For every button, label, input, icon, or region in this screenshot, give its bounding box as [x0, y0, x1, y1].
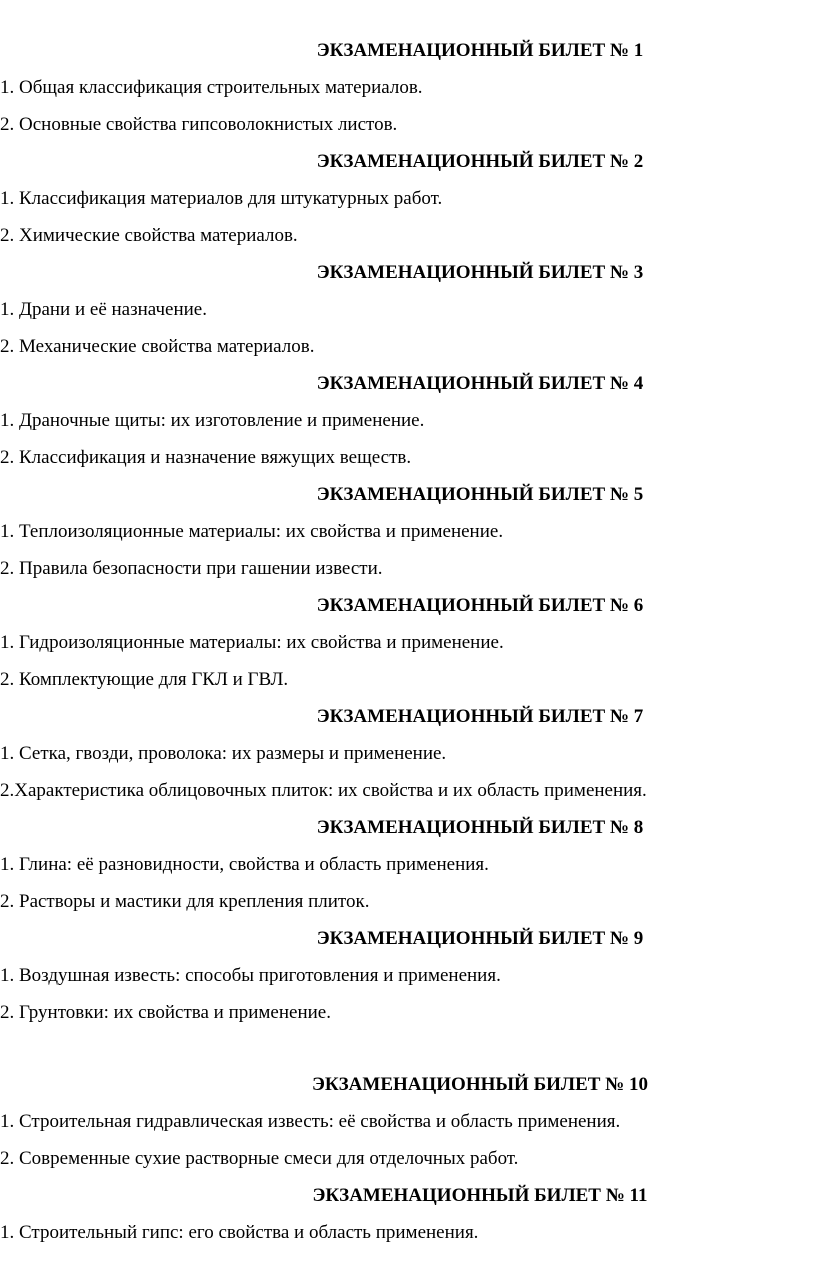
ticket-question: 2. Растворы и мастики для крепления плиток.: [0, 891, 370, 912]
exam-ticket: [0, 365, 816, 476]
exam-ticket: [0, 254, 816, 365]
ticket-title: ЭКЗАМЕНАЦИОННЫЙ БИЛЕТ № 7: [316, 706, 644, 727]
ticket-title: ЭКЗАМЕНАЦИОННЫЙ БИЛЕТ № 1: [316, 40, 644, 61]
exam-ticket: [0, 1177, 816, 1251]
exam-ticket: [0, 143, 816, 254]
ticket-question: 1. Классификация материалов для штукатурных работ.: [0, 188, 443, 209]
ticket-title: ЭКЗАМЕНАЦИОННЫЙ БИЛЕТ № 5: [316, 484, 644, 505]
ticket-question: 2.Характеристика облицовочных плиток: их свойства и их область применения.: [0, 780, 647, 801]
ticket-question: 1. Драночные щиты: их изготовление и применение.: [0, 410, 425, 431]
ticket-question: 2. Механические свойства материалов.: [0, 336, 315, 357]
ticket-question: 1. Драни и её назначение.: [0, 299, 207, 320]
ticket-title: ЭКЗАМЕНАЦИОННЫЙ БИЛЕТ № 2: [316, 151, 644, 172]
ticket-question: 1. Строительная гидравлическая известь: её свойства и область применения.: [0, 1111, 621, 1132]
ticket-question: 2. Грунтовки: их свойства и применение.: [0, 1002, 331, 1023]
ticket-question: 2. Современные сухие растворные смеси для отделочных работ.: [0, 1148, 519, 1169]
exam-ticket: [0, 1066, 816, 1177]
exam-ticket: [0, 698, 816, 809]
ticket-question: 2. Химические свойства материалов.: [0, 225, 298, 246]
ticket-title: ЭКЗАМЕНАЦИОННЫЙ БИЛЕТ № 11: [312, 1185, 648, 1206]
ticket-title: ЭКЗАМЕНАЦИОННЫЙ БИЛЕТ № 8: [316, 817, 644, 838]
ticket-question: 2. Правила безопасности при гашении извести.: [0, 558, 383, 579]
exam-ticket: [0, 587, 816, 698]
ticket-title: ЭКЗАМЕНАЦИОННЫЙ БИЛЕТ № 3: [316, 262, 644, 283]
exam-ticket: [0, 809, 816, 920]
ticket-question: 1. Строительный гипс: его свойства и область применения.: [0, 1222, 479, 1243]
ticket-title: ЭКЗАМЕНАЦИОННЫЙ БИЛЕТ № 6: [316, 595, 644, 616]
ticket-question: 1. Глина: её разновидности, свойства и область применения.: [0, 854, 489, 875]
ticket-question: 1. Общая классификация строительных материалов.: [0, 77, 423, 98]
ticket-title: ЭКЗАМЕНАЦИОННЫЙ БИЛЕТ № 9: [316, 928, 644, 949]
exam-ticket: [0, 476, 816, 587]
ticket-question: 2. Основные свойства гипсоволокнистых листов.: [0, 114, 398, 135]
ticket-title: ЭКЗАМЕНАЦИОННЫЙ БИЛЕТ № 4: [316, 373, 644, 394]
ticket-question: 2. Классификация и назначение вяжущих веществ.: [0, 447, 412, 468]
ticket-question: 1. Воздушная известь: способы приготовления и применения.: [0, 965, 501, 986]
exam-ticket: [0, 32, 816, 143]
ticket-question: 1. Гидроизоляционные материалы: их свойства и применение.: [0, 632, 504, 653]
ticket-question: 1. Сетка, гвозди, проволока: их размеры и применение.: [0, 743, 447, 764]
ticket-title: ЭКЗАМЕНАЦИОННЫЙ БИЛЕТ № 10: [311, 1074, 649, 1095]
ticket-list: [0, 32, 816, 1251]
ticket-question: 1. Теплоизоляционные материалы: их свойства и применение.: [0, 521, 504, 542]
exam-ticket: [0, 920, 816, 1031]
blank-spacer: [0, 1031, 816, 1066]
ticket-question: 2. Комплектующие для ГКЛ и ГВЛ.: [0, 669, 289, 690]
